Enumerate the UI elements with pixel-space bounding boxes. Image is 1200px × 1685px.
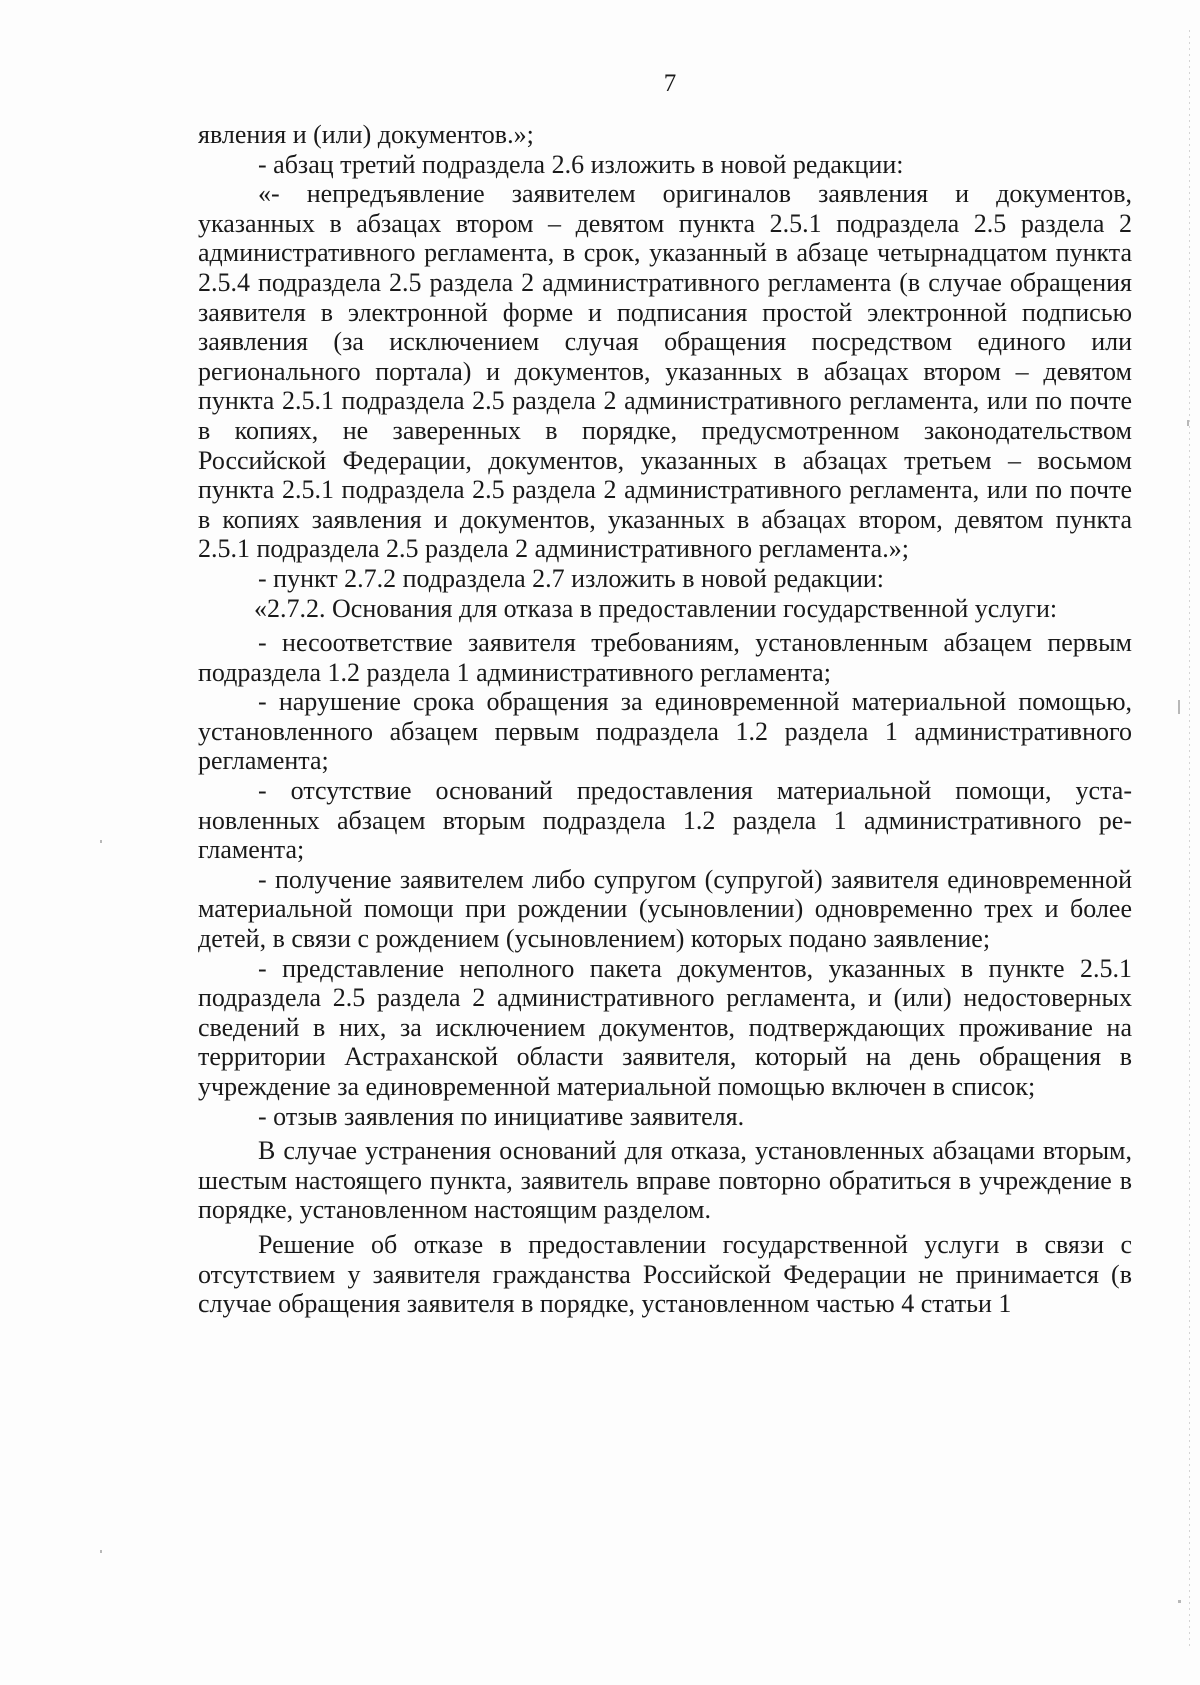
paragraph-quoted-2-6-text: «- непредъявление заявителем оригиналов заявления и документов, указанных в абзацах втором – девятом пункта 2.5.1 подраздела 2.5 раздела 2 административного регламента, в срок, указанный в абзаце четырнадцатом пункта 2.5.4 подраздела 2.5 раздела 2 административного регламента (в случае обращения заявителя в электронной форме и подписания простой электронной подписью заявления (за исключением случая обращения посредством единого или регионального портала) и документов, указанных в абзацах втором – девятом пункта 2.5.1 подраздела 2.5 раздела 2 административного регламента, или по почте в копиях, не заверенных в порядке, предусмотренном законодательством Российской Федерации, документов, указанных в абзацах третьем – восьмом пункта 2.5.1 подраздела 2.5 раздела 2 административного регламента, или по почте в копиях заявления и документов, указанных в абзацах втором, девятом пункта 2.5.1 подраздела 2.5 раздела 2 административного регламента.»;: [198, 179, 1132, 564]
scan-edge-artifact: [1189, 30, 1190, 1650]
paragraph-amendment-2-6: - абзац третий подраздела 2.6 изложить в новой редакции:: [258, 149, 904, 179]
list-item-ground-6: - отзыв заявления по инициативе заявителя.: [258, 1101, 745, 1131]
list-item-ground-3: - отсутствие оснований предоставления материальной помощи, установленных абзацем вторым подраздела 1.2 раздела 1 административного регламента;: [198, 776, 1132, 865]
scan-speck: [1178, 700, 1180, 714]
body-text: [198, 120, 1132, 1319]
scan-speck: [100, 840, 102, 843]
scan-speck: [100, 1550, 102, 1553]
scan-speck: [1178, 1600, 1181, 1603]
list-item-ground-2: - нарушение срока обращения за единовременной материальной помощью, установленного абзацем первым подраздела 1.2 раздела 1 административного регламента;: [198, 687, 1132, 776]
list-item-ground-5: - представление неполного пакета документов, указанных в пункте 2.5.1 подраздела 2.5 раздела 2 административного регламента, и (или) недостоверных сведений в них, за исключением документов, подтверждающих проживание на территории Астраханской области заявителя, который на день обращения в учреждение за единовременной материальной помощью включен в список;: [198, 953, 1132, 1101]
list-item-ground-1: - несоответствие заявителя требованиям, установленным абзацем первым подраздела 1.2 раздела 1 административного регламента;: [198, 628, 1132, 687]
paragraph-2-7-2-heading: «2.7.2. Основания для отказа в предоставлении государственной услуги:: [254, 593, 1058, 623]
list-item-ground-4: - получение заявителем либо супругом (супругой) заявителя единовременной материальной помощи при рождении (усыновлении) одновременно трех и более детей, в связи с рождением (усыновлением) которых подано заявление;: [198, 864, 1132, 954]
paragraph-reapply: В случае устранения оснований для отказа, установленных абзацами вторым, шестым настоящего пункта, заявитель вправе повторно обратиться в учреждение в порядке, установленном настоящим разделом.: [198, 1136, 1132, 1225]
paragraph-continuation: явления и (или) документов.»;: [198, 120, 534, 149]
scan-speck: [1187, 420, 1189, 426]
paragraph-citizenship: Решение об отказе в предоставлении государственной услуги в связи с отсутствием у заявителя гражданства Российской Федерации не принимается (в случае обращения заявителя в порядке, установленном частью 4 статьи 1: [198, 1229, 1132, 1319]
page-number: 7: [663, 70, 677, 97]
paragraph-amendment-2-7-2: - пункт 2.7.2 подраздела 2.7 изложить в новой редакции:: [258, 563, 885, 593]
